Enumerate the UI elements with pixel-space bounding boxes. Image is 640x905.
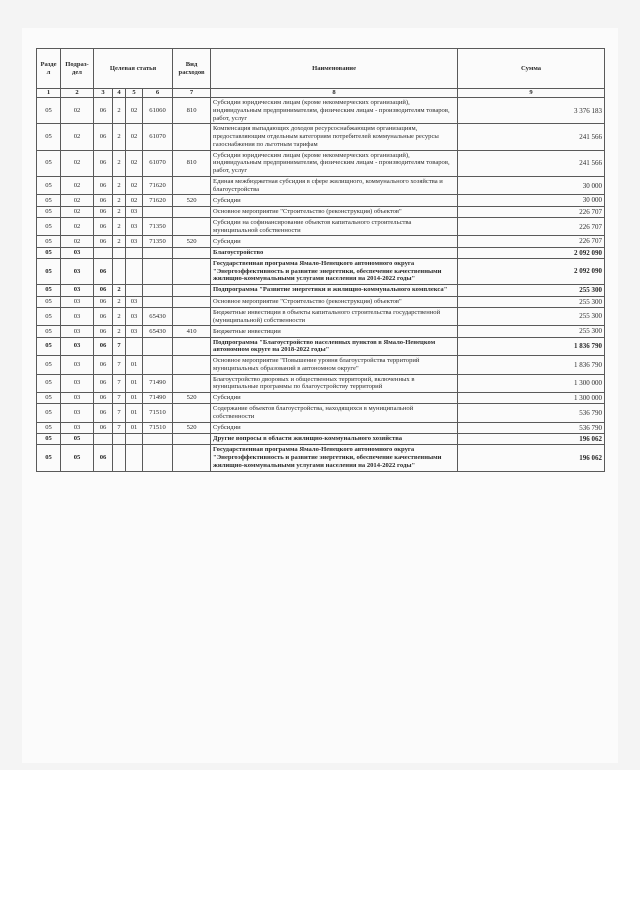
target-program-cell: 06 <box>94 236 113 247</box>
target-direction-cell <box>143 285 173 296</box>
expense-type-cell <box>173 285 211 296</box>
target-program-cell: 06 <box>94 445 113 471</box>
table-row <box>37 98 605 124</box>
podrazdel-cell: 03 <box>61 307 94 326</box>
target-subprogram-cell <box>113 434 126 445</box>
table-row <box>37 258 605 284</box>
target-program-cell: 06 <box>94 285 113 296</box>
header-razdel: Разде л <box>37 49 61 89</box>
item-name-cell: Государственная программа Ямало-Ненецкого автономного округа "Энергоэффективность и развитие энергетики, обеспечение качественными жилищно-коммунальными услугами населения на 2014-2022 годы" <box>211 445 458 471</box>
razdel-cell: 05 <box>37 98 61 124</box>
amount-cell: 255 300 <box>458 285 605 296</box>
amount-cell: 536 790 <box>458 422 605 433</box>
col-number: 1 <box>37 89 61 98</box>
target-subprogram-cell: 2 <box>113 206 126 217</box>
podrazdel-cell: 03 <box>61 356 94 375</box>
table-row <box>37 124 605 150</box>
expense-type-cell <box>173 337 211 356</box>
target-direction-cell: 71490 <box>143 393 173 404</box>
table-row <box>37 307 605 326</box>
item-name-cell: Другие вопросы в области жилищно-коммунального хозяйства <box>211 434 458 445</box>
table-row <box>37 404 605 423</box>
header-target-article: Целевая статья <box>94 49 173 89</box>
target-direction-cell <box>143 258 173 284</box>
amount-cell: 241 566 <box>458 150 605 176</box>
item-name-cell: Субсидии <box>211 195 458 206</box>
podrazdel-cell: 02 <box>61 206 94 217</box>
podrazdel-cell: 05 <box>61 445 94 471</box>
razdel-cell: 05 <box>37 374 61 393</box>
target-subprogram-cell: 2 <box>113 307 126 326</box>
podrazdel-cell: 02 <box>61 236 94 247</box>
item-name-cell: Бюджетные инвестиции в объекты капитального строительства государственной (муниципальной) собственности <box>211 307 458 326</box>
target-program-cell: 06 <box>94 307 113 326</box>
amount-cell: 196 062 <box>458 434 605 445</box>
target-subprogram-cell: 2 <box>113 236 126 247</box>
target-direction-cell: 71620 <box>143 176 173 195</box>
expense-type-cell <box>173 434 211 445</box>
amount-cell: 3 376 183 <box>458 98 605 124</box>
item-name-cell: Бюджетные инвестиции <box>211 326 458 337</box>
target-event-cell <box>126 337 143 356</box>
target-program-cell: 06 <box>94 217 113 236</box>
target-event-cell: 02 <box>126 176 143 195</box>
podrazdel-cell: 03 <box>61 404 94 423</box>
amount-cell: 226 707 <box>458 217 605 236</box>
target-direction-cell: 71510 <box>143 404 173 423</box>
target-direction-cell: 71350 <box>143 236 173 247</box>
header-row <box>37 49 605 89</box>
target-subprogram-cell: 7 <box>113 356 126 375</box>
target-subprogram-cell: 7 <box>113 374 126 393</box>
col-number: 4 <box>113 89 126 98</box>
razdel-cell: 05 <box>37 217 61 236</box>
podrazdel-cell: 05 <box>61 434 94 445</box>
amount-cell: 1 300 000 <box>458 393 605 404</box>
item-name-cell: Основное мероприятие "Повышение уровня благоустройства территорий муниципальных образований в автономном округе" <box>211 356 458 375</box>
podrazdel-cell: 03 <box>61 326 94 337</box>
target-direction-cell <box>143 337 173 356</box>
header-podrazdel: Подраз- дел <box>61 49 94 89</box>
target-event-cell: 01 <box>126 393 143 404</box>
target-subprogram-cell: 2 <box>113 176 126 195</box>
target-event-cell: 01 <box>126 374 143 393</box>
target-subprogram-cell: 7 <box>113 393 126 404</box>
item-name-cell: Благоустройство дворовых и общественных территорий, включенных в муниципальные программы по благоустройству территорий <box>211 374 458 393</box>
expense-type-cell: 810 <box>173 150 211 176</box>
expense-type-cell: 520 <box>173 393 211 404</box>
razdel-cell: 05 <box>37 337 61 356</box>
target-event-cell <box>126 445 143 471</box>
expense-type-cell <box>173 124 211 150</box>
target-direction-cell: 61060 <box>143 98 173 124</box>
razdel-cell: 05 <box>37 124 61 150</box>
amount-cell: 2 092 090 <box>458 247 605 258</box>
target-program-cell: 06 <box>94 337 113 356</box>
amount-cell: 255 300 <box>458 307 605 326</box>
target-event-cell <box>126 247 143 258</box>
target-program-cell <box>94 247 113 258</box>
razdel-cell: 05 <box>37 326 61 337</box>
item-name-cell: Субсидии <box>211 236 458 247</box>
table-row <box>37 206 605 217</box>
expense-type-cell <box>173 445 211 471</box>
item-name-cell: Субсидии на софинансирование объектов капитального строительства муниципальной собственности <box>211 217 458 236</box>
item-name-cell: Субсидии юридическим лицам (кроме некоммерческих организаций), индивидуальным предпринимателям, физическим лицам - производителям товаров, работ, услуг <box>211 150 458 176</box>
podrazdel-cell: 02 <box>61 176 94 195</box>
amount-cell: 1 836 790 <box>458 356 605 375</box>
item-name-cell: Основное мероприятие "Строительство (реконструкция) объектов" <box>211 206 458 217</box>
target-subprogram-cell: 2 <box>113 98 126 124</box>
razdel-cell: 05 <box>37 206 61 217</box>
target-direction-cell: 65430 <box>143 307 173 326</box>
target-program-cell: 06 <box>94 374 113 393</box>
target-direction-cell <box>143 206 173 217</box>
target-event-cell: 02 <box>126 195 143 206</box>
amount-cell: 255 300 <box>458 296 605 307</box>
target-event-cell: 03 <box>126 206 143 217</box>
target-event-cell: 01 <box>126 356 143 375</box>
target-program-cell: 06 <box>94 176 113 195</box>
target-program-cell: 06 <box>94 296 113 307</box>
target-direction-cell <box>143 296 173 307</box>
amount-cell: 196 062 <box>458 445 605 471</box>
col-number: 6 <box>143 89 173 98</box>
target-direction-cell: 71350 <box>143 217 173 236</box>
table-row <box>37 393 605 404</box>
expense-type-cell <box>173 247 211 258</box>
razdel-cell: 05 <box>37 296 61 307</box>
target-event-cell: 03 <box>126 236 143 247</box>
item-name-cell: Единая межбюджетная субсидия в сфере жилищного, коммунального хозяйства и благоустройства <box>211 176 458 195</box>
target-event-cell: 02 <box>126 98 143 124</box>
target-subprogram-cell: 2 <box>113 124 126 150</box>
target-direction-cell <box>143 445 173 471</box>
target-subprogram-cell <box>113 247 126 258</box>
target-direction-cell <box>143 247 173 258</box>
target-program-cell: 06 <box>94 356 113 375</box>
target-program-cell: 06 <box>94 195 113 206</box>
col-number: 5 <box>126 89 143 98</box>
target-event-cell: 03 <box>126 296 143 307</box>
col-number: 9 <box>458 89 605 98</box>
target-direction-cell: 61070 <box>143 150 173 176</box>
podrazdel-cell: 02 <box>61 124 94 150</box>
header-sum: Сумма <box>458 49 605 89</box>
table-row <box>37 445 605 471</box>
razdel-cell: 05 <box>37 404 61 423</box>
target-subprogram-cell: 2 <box>113 150 126 176</box>
podrazdel-cell: 03 <box>61 422 94 433</box>
razdel-cell: 05 <box>37 195 61 206</box>
podrazdel-cell: 03 <box>61 296 94 307</box>
target-event-cell: 03 <box>126 307 143 326</box>
target-event-cell: 02 <box>126 150 143 176</box>
podrazdel-cell: 03 <box>61 247 94 258</box>
target-program-cell: 06 <box>94 422 113 433</box>
amount-cell: 1 300 000 <box>458 374 605 393</box>
item-name-cell: Благоустройство <box>211 247 458 258</box>
expense-type-cell <box>173 296 211 307</box>
header-expense-type: Вид расходов <box>173 49 211 89</box>
amount-cell: 536 790 <box>458 404 605 423</box>
target-direction-cell: 71620 <box>143 195 173 206</box>
table-row <box>37 434 605 445</box>
razdel-cell: 05 <box>37 176 61 195</box>
amount-cell: 30 000 <box>458 176 605 195</box>
target-subprogram-cell: 2 <box>113 326 126 337</box>
table-row <box>37 285 605 296</box>
target-direction-cell <box>143 356 173 375</box>
col-number: 7 <box>173 89 211 98</box>
item-name-cell: Субсидии <box>211 393 458 404</box>
target-program-cell: 06 <box>94 326 113 337</box>
expense-type-cell <box>173 217 211 236</box>
target-event-cell <box>126 434 143 445</box>
target-program-cell: 06 <box>94 404 113 423</box>
razdel-cell: 05 <box>37 422 61 433</box>
table-body <box>37 98 605 472</box>
item-name-cell: Основное мероприятие "Строительство (реконструкция) объектов" <box>211 296 458 307</box>
target-event-cell: 02 <box>126 124 143 150</box>
podrazdel-cell: 02 <box>61 217 94 236</box>
razdel-cell: 05 <box>37 307 61 326</box>
target-event-cell: 03 <box>126 217 143 236</box>
table-row <box>37 326 605 337</box>
target-subprogram-cell: 7 <box>113 404 126 423</box>
item-name-cell: Государственная программа Ямало-Ненецкого автономного округа "Энергоэффективность и развитие энергетики, обеспечение качественными жилищно-коммунальными услугами населения на 2014-2022 годы" <box>211 258 458 284</box>
item-name-cell: Субсидии юридическим лицам (кроме некоммерческих организаций), индивидуальным предпринимателям, физическим лицам - производителям товаров, работ, услуг <box>211 98 458 124</box>
target-event-cell: 01 <box>126 422 143 433</box>
target-subprogram-cell: 7 <box>113 422 126 433</box>
header-name: Наименование <box>211 49 458 89</box>
item-name-cell: Содержание объектов благоустройства, находящихся в муниципальной собственности <box>211 404 458 423</box>
target-program-cell: 06 <box>94 206 113 217</box>
column-number-row <box>37 89 605 98</box>
podrazdel-cell: 03 <box>61 374 94 393</box>
target-direction-cell: 71490 <box>143 374 173 393</box>
target-event-cell <box>126 258 143 284</box>
target-subprogram-cell <box>113 445 126 471</box>
target-subprogram-cell: 7 <box>113 337 126 356</box>
target-program-cell: 06 <box>94 393 113 404</box>
amount-cell: 30 000 <box>458 195 605 206</box>
table-row <box>37 176 605 195</box>
item-name-cell: Субсидии <box>211 422 458 433</box>
expense-type-cell: 520 <box>173 195 211 206</box>
amount-cell: 2 092 090 <box>458 258 605 284</box>
expense-type-cell: 810 <box>173 98 211 124</box>
budget-table <box>36 48 605 472</box>
table-row <box>37 296 605 307</box>
table-row <box>37 374 605 393</box>
podrazdel-cell: 03 <box>61 337 94 356</box>
target-direction-cell: 71510 <box>143 422 173 433</box>
target-program-cell: 06 <box>94 124 113 150</box>
table-row <box>37 356 605 375</box>
table-row <box>37 236 605 247</box>
table-row <box>37 150 605 176</box>
target-direction-cell <box>143 434 173 445</box>
target-direction-cell: 61070 <box>143 124 173 150</box>
target-program-cell: 06 <box>94 150 113 176</box>
col-number: 2 <box>61 89 94 98</box>
razdel-cell: 05 <box>37 434 61 445</box>
item-name-cell: Подпрограмма "Благоустройство населенных пунктов в Ямало-Ненецком автономном округе на 2018-2022 годы" <box>211 337 458 356</box>
podrazdel-cell: 02 <box>61 195 94 206</box>
target-direction-cell: 65430 <box>143 326 173 337</box>
table-row <box>37 195 605 206</box>
razdel-cell: 05 <box>37 236 61 247</box>
amount-cell: 1 836 790 <box>458 337 605 356</box>
expense-type-cell <box>173 206 211 217</box>
podrazdel-cell: 02 <box>61 150 94 176</box>
table-row <box>37 422 605 433</box>
target-subprogram-cell: 2 <box>113 285 126 296</box>
table-row <box>37 337 605 356</box>
expense-type-cell: 520 <box>173 236 211 247</box>
razdel-cell: 05 <box>37 393 61 404</box>
item-name-cell: Подпрограмма "Развитие энергетики и жилищно-коммунального комплекса" <box>211 285 458 296</box>
item-name-cell: Компенсация выпадающих доходов ресурсоснабжающим организациям, предоставляющим отдельным категориям потребителей коммунальные ресурсы газоснабжения по льготным тарифам <box>211 124 458 150</box>
table-row <box>37 217 605 236</box>
razdel-cell: 05 <box>37 445 61 471</box>
target-event-cell <box>126 285 143 296</box>
expense-type-cell <box>173 404 211 423</box>
target-subprogram-cell <box>113 258 126 284</box>
expense-type-cell: 520 <box>173 422 211 433</box>
expense-type-cell <box>173 374 211 393</box>
target-subprogram-cell: 2 <box>113 296 126 307</box>
razdel-cell: 05 <box>37 150 61 176</box>
podrazdel-cell: 03 <box>61 285 94 296</box>
target-program-cell: 06 <box>94 258 113 284</box>
podrazdel-cell: 03 <box>61 393 94 404</box>
target-subprogram-cell: 2 <box>113 195 126 206</box>
amount-cell: 255 300 <box>458 326 605 337</box>
razdel-cell: 05 <box>37 247 61 258</box>
podrazdel-cell: 03 <box>61 258 94 284</box>
target-subprogram-cell: 2 <box>113 217 126 236</box>
amount-cell: 226 707 <box>458 236 605 247</box>
target-program-cell: 06 <box>94 98 113 124</box>
expense-type-cell: 410 <box>173 326 211 337</box>
target-program-cell <box>94 434 113 445</box>
razdel-cell: 05 <box>37 356 61 375</box>
expense-type-cell <box>173 176 211 195</box>
podrazdel-cell: 02 <box>61 98 94 124</box>
expense-type-cell <box>173 307 211 326</box>
amount-cell: 226 707 <box>458 206 605 217</box>
col-number: 8 <box>211 89 458 98</box>
col-number: 3 <box>94 89 113 98</box>
razdel-cell: 05 <box>37 285 61 296</box>
table-row <box>37 247 605 258</box>
razdel-cell: 05 <box>37 258 61 284</box>
amount-cell: 241 566 <box>458 124 605 150</box>
expense-type-cell <box>173 258 211 284</box>
expense-type-cell <box>173 356 211 375</box>
target-event-cell: 01 <box>126 404 143 423</box>
target-event-cell: 03 <box>126 326 143 337</box>
